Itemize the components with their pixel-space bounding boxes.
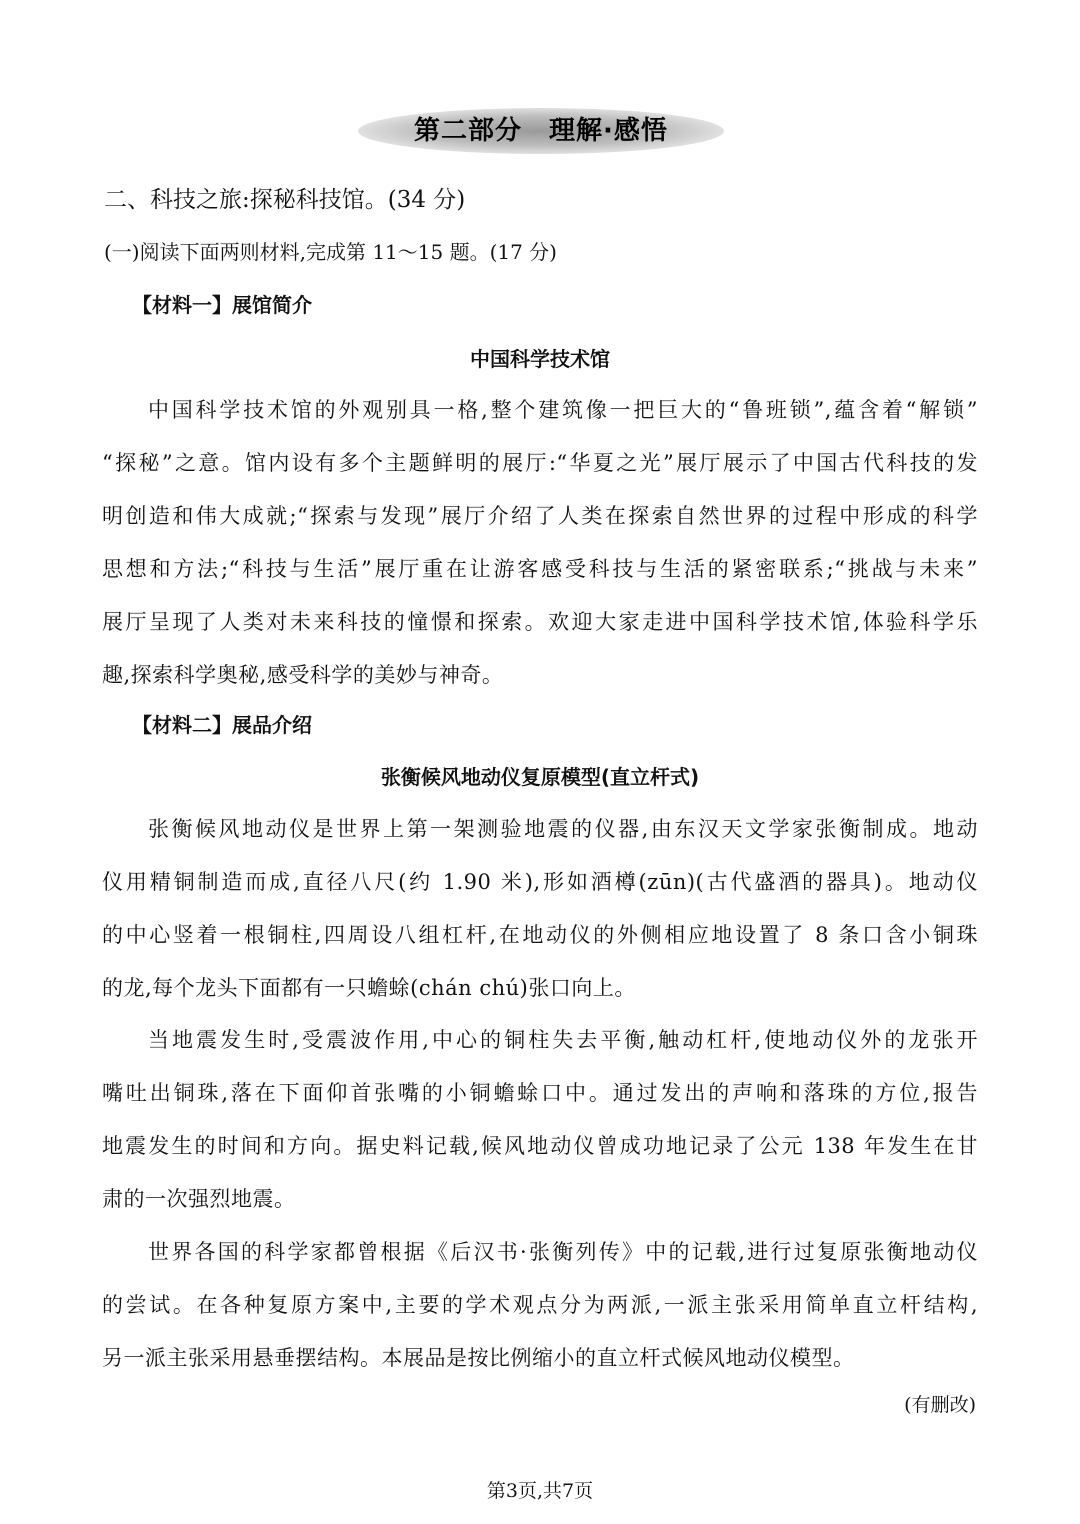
text-line: 展厅呈现了人类对未来科技的憧憬和探索。欢迎大家走进中国科学技术馆,体验科学乐	[102, 610, 978, 634]
text-line: 另一派主张采用悬垂摆结构。本展品是按比例缩小的直立杆式候风地动仪模型。	[102, 1346, 855, 1370]
text-line: 的中心竖着一根铜柱,四周设八组杠杆,在地动仪的外侧相应地设置了 8 条口含小铜珠	[102, 923, 978, 947]
material-one-title: 中国科学技术馆	[470, 347, 610, 371]
material-two-label: 【材料二】展品介绍	[132, 713, 312, 737]
material-one-paragraph	[102, 384, 978, 702]
text-line: 张衡候风地动仪是世界上第一架测验地震的仪器,由东汉天文学家张衡制成。地动	[148, 817, 978, 841]
material-two-paragraph-2	[102, 1014, 978, 1226]
text-line: 仪用精铜制造而成,直径八尺(约 1.90 米),形如酒樽(zūn)(古代盛酒的器具)。地动仪	[102, 870, 978, 894]
part-title: 第二部分 理解·感悟	[414, 116, 668, 146]
material-one-label: 【材料一】展馆简介	[132, 293, 312, 317]
text-line: 趣,探索科学奥秘,感受科学的美妙与神奇。	[102, 663, 504, 687]
revision-note: (有删改)	[904, 1394, 976, 1416]
text-line: 思想和方法;“科技与生活”展厅重在让游客感受科技与生活的紧密联系;“挑战与未来”	[102, 557, 978, 581]
part-banner	[358, 108, 724, 154]
material-two-paragraph-1	[102, 803, 978, 1015]
text-line: 明创造和伟大成就;“探索与发现”展厅介绍了人类在探索自然世界的过程中形成的科学	[102, 504, 978, 528]
section-heading: 二、科技之旅:探秘科技馆。(34 分)	[104, 187, 466, 213]
text-line: 中国科学技术馆的外观别具一格,整个建筑像一把巨大的“鲁班锁”,蕴含着“解锁”	[148, 398, 978, 422]
question-instruction: (一)阅读下面两则材料,完成第 11～15 题。(17 分)	[104, 240, 557, 264]
text-line: 肃的一次强烈地震。	[102, 1187, 296, 1211]
page-number: 第3页,共7页	[486, 1480, 594, 1502]
text-line: 当地震发生时,受震波作用,中心的铜柱失去平衡,触动杠杆,使地动仪外的龙张开	[148, 1028, 978, 1052]
material-two-paragraph-3	[102, 1226, 978, 1385]
text-line: 嘴吐出铜珠,落在下面仰首张嘴的小铜蟾蜍口中。通过发出的声响和落珠的方位,报告	[102, 1081, 978, 1105]
text-line: 世界各国的科学家都曾根据《后汉书·张衡列传》中的记载,进行过复原张衡地动仪	[148, 1240, 978, 1264]
text-line: 的尝试。在各种复原方案中,主要的学术观点分为两派,一派主张采用简单直立杆结构,	[102, 1293, 978, 1317]
text-line: 的龙,每个龙头下面都有一只蟾蜍(chán chú)张口向上。	[102, 976, 636, 1000]
material-two-title: 张衡候风地动仪复原模型(直立杆式)	[380, 765, 700, 789]
text-line: “探秘”之意。馆内设有多个主题鲜明的展厅:“华夏之光”展厅展示了中国古代科技的发	[102, 451, 978, 475]
text-line: 地震发生的时间和方向。据史料记载,候风地动仪曾成功地记录了公元 138 年发生在甘	[102, 1134, 978, 1158]
